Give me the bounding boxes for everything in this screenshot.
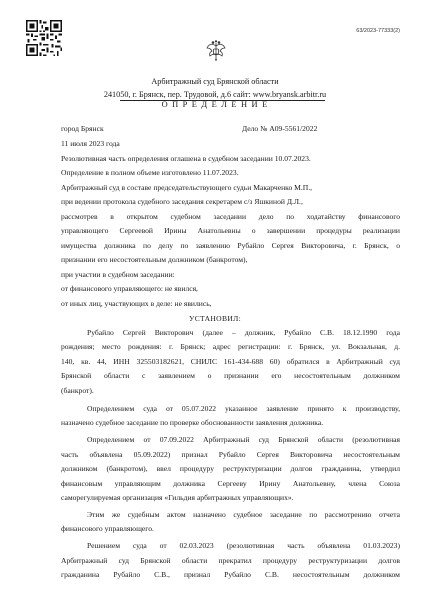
- section-heading: УСТАНОВИЛ:: [189, 314, 241, 323]
- text-line: 140, кв. 44, ИНН 325503182621, СНИЛС 161-434-688 60) обратился в Арбитражный суд: [61, 357, 400, 366]
- text-line: Определением суда от 05.07.2022 указанное заявление принято к производству,: [87, 404, 400, 413]
- case-number: Дело № А09-5561/2022: [242, 124, 318, 133]
- text-line: Решением суда от 02.03.2023 (резолютивная часть объявлена 01.03.2023): [87, 541, 400, 550]
- text-line: управляющего Сергеевой Ирины Анатольевны о завершении процедуры реализации: [61, 226, 400, 235]
- text-line: часть объявлена 05.09.2022) признал Рубайло Сергея Викторовича несостоятельным: [61, 450, 400, 459]
- text-line: Определением от 07.09.2022 Арбитражный суд Брянской области (резолютивная: [87, 435, 400, 444]
- text-line: при ведении протокола судебного заседания секретарем с/з Яшкиной Д.Л.,: [61, 197, 303, 206]
- text-line: имущества должника по делу по заявлению Рубайло Сергея Викторовича, г. Брянск, о: [61, 241, 400, 250]
- city: город Брянск: [61, 124, 104, 133]
- coat-of-arms-icon: [206, 40, 226, 62]
- document-id: 63/2023-77333(2): [356, 28, 400, 34]
- text-line: финансовым управляющим должника Сергееву Ирину Анатольевну, члена Союза: [61, 479, 400, 488]
- text-line: признании его несостоятельным должником (банкротом),: [61, 255, 248, 264]
- text-line: от финансового управляющего: не явился,: [61, 284, 198, 293]
- text-line: Определение в полном объеме изготовлено 11.07.2023.: [61, 168, 239, 177]
- text-line: рождения; место рождения: г. Брянск; адрес регистрации: г. Брянск, ул. Вокзальная, д.: [61, 342, 400, 351]
- qr-code-icon: [26, 20, 62, 56]
- text-line: Резолютивная часть определения оглашена в судебном заседании 10.07.2023.: [61, 154, 311, 163]
- text-line: Этим же судебным актом назначено судебное заседание по рассмотрению отчета: [87, 510, 400, 519]
- text-line: должником (банкротом), ввел процедуру реструктуризации долгов гражданина, утвердил: [61, 464, 400, 473]
- text-line: гражданина Рубайло С.В., признал Рубайло С.В. несостоятельным должником: [61, 570, 400, 579]
- text-line: саморегулируемая организация «Гильдия арбитражных управляющих».: [61, 493, 294, 502]
- document-date: 11 июля 2023 года: [61, 139, 120, 148]
- text-line: Арбитражный суд Брянской области прекратил процедуру реструктуризации долгов: [61, 556, 400, 565]
- text-line: финансового управляющего.: [61, 524, 154, 533]
- text-line: (банкрот).: [61, 386, 94, 395]
- text-line: Брянской области с заявлением о признании его несостоятельным должником: [61, 371, 400, 380]
- text-line: назначено судебное заседание по проверке обоснованности заявления должника.: [61, 418, 324, 427]
- text-line: Рубайло Сергей Викторович (далее – должник, Рубайло С.В. 18.12.1990 года: [87, 328, 400, 337]
- text-line: при участии в судебном заседании:: [61, 270, 175, 279]
- text-line: Арбитражный суд в составе председательствующего судьи Макарченко М.П.,: [61, 183, 313, 192]
- text-line: рассмотрев в открытом судебном заседании дело по ходатайству финансового: [61, 212, 400, 221]
- court-name: Арбитражный суд Брянской области: [151, 77, 279, 86]
- document-type: О П Р Е Д Е Л Е Н И Е: [161, 100, 269, 109]
- court-address: 241050, г. Брянск, пер. Трудовой, д.6 сайт: www.bryansk.arbitr.ru: [103, 90, 327, 99]
- text-line: от иных лиц, участвующих в деле: не явились,: [61, 299, 212, 308]
